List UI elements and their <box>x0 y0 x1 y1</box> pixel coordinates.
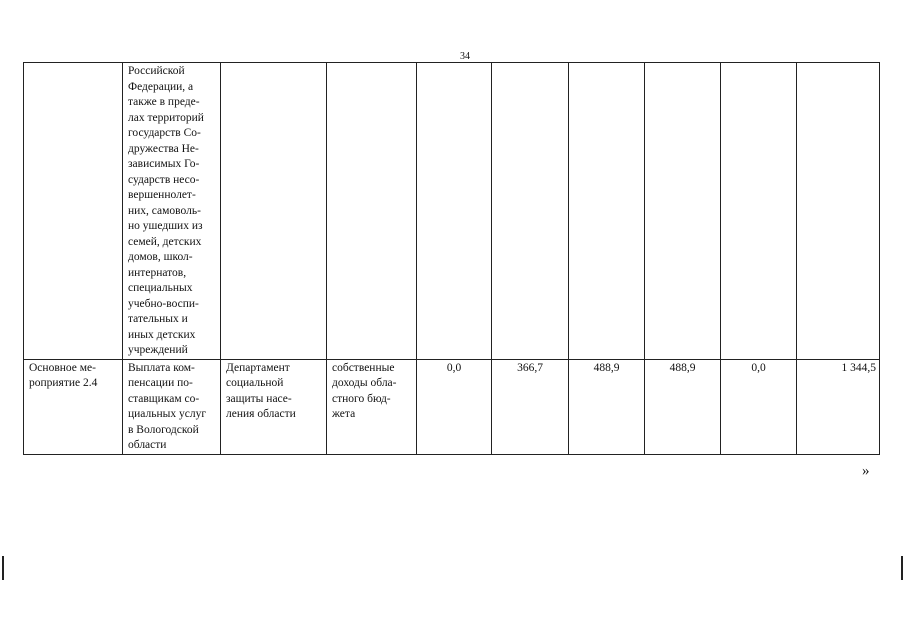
cell-executor <box>221 63 327 360</box>
cell-description: Российской Федерации, а также в преде- лах территорий государств Со- дружества Не- зависимых Го- сударств несо- вершеннолет- них, самоволь- но ушедших из семей, детских домов, школ- интернатов, специальных учебно-воспи- тательных и иных детских учреждений <box>123 63 221 360</box>
right-margin-mark <box>901 556 903 580</box>
cell-executor: Департамент социальной защиты насе- ления области <box>221 359 327 454</box>
cell-status <box>24 63 123 360</box>
cell-value: 488,9 <box>645 359 721 454</box>
cell-value: 0,0 <box>417 359 492 454</box>
cell-value: 366,7 <box>492 359 569 454</box>
cell-funding-source: собственные доходы обла- стного бюд- жета <box>327 359 417 454</box>
table-row <box>24 359 880 454</box>
cell-value <box>569 63 645 360</box>
cell-value <box>721 63 797 360</box>
page-number: 34 <box>460 51 470 62</box>
cell-status: Основное ме- роприятие 2.4 <box>24 359 123 454</box>
cell-total: 1 344,5 <box>797 359 880 454</box>
left-margin-mark <box>2 556 4 580</box>
cell-value <box>645 63 721 360</box>
cell-total <box>797 63 880 360</box>
table-row <box>24 63 880 360</box>
cell-value: 488,9 <box>569 359 645 454</box>
cell-funding-source <box>327 63 417 360</box>
cell-value <box>492 63 569 360</box>
cell-description: Выплата ком- пенсации по- ставщикам со- циальных услуг в Вологодской области <box>123 359 221 454</box>
cell-value: 0,0 <box>721 359 797 454</box>
closing-quote-mark: » <box>862 463 870 479</box>
program-funding-table <box>23 62 880 455</box>
cell-value <box>417 63 492 360</box>
